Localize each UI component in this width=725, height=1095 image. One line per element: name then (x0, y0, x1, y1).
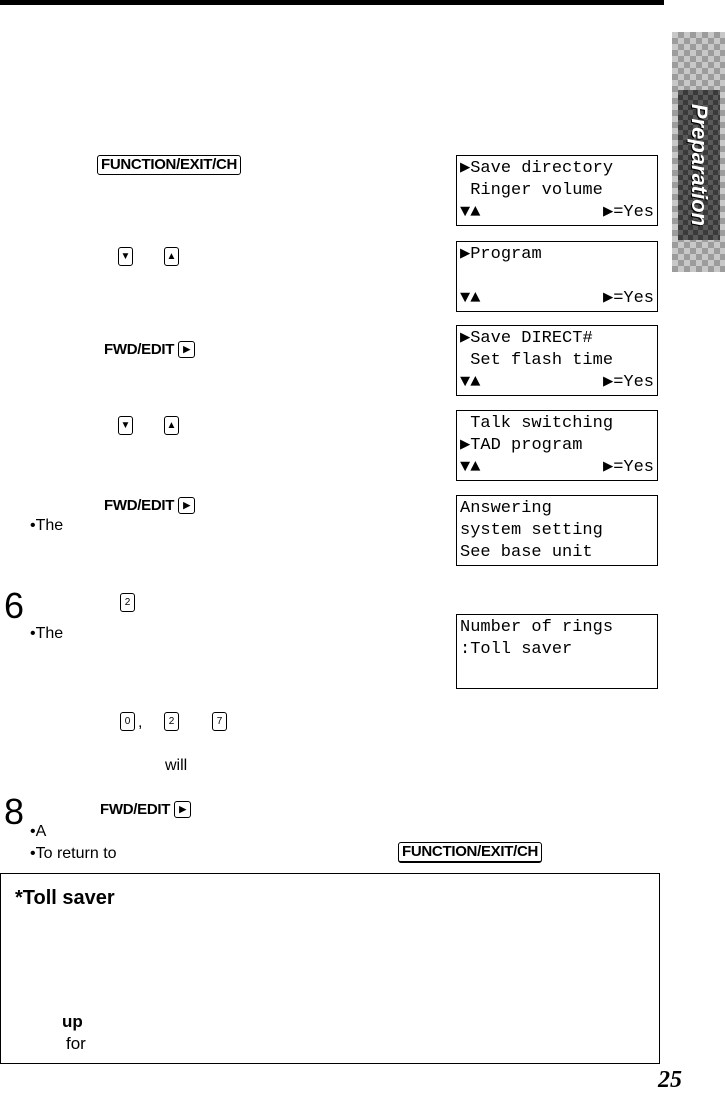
lcd-nav-arrows: ▼▲ (460, 458, 481, 477)
section-tab (672, 32, 725, 272)
step8-number: 8 (4, 791, 25, 832)
comma-separator: , (138, 714, 143, 731)
lcd-row: :Toll saver (460, 640, 573, 659)
lcd-row: Set flash time (460, 351, 614, 370)
digit-7-key[interactable]: 7 (212, 712, 227, 731)
up-arrow-key-icon[interactable]: ▲ (164, 247, 179, 266)
top-rule (0, 0, 664, 5)
lcd-nav-yes: ▶=Yes (602, 373, 654, 392)
fwd-edit-label: FWD/EDIT (104, 341, 175, 358)
lcd-display-5 (456, 495, 658, 566)
lcd-display-4 (456, 410, 658, 481)
lcd-nav-row (460, 372, 654, 394)
step8-bullet-a: •A (30, 823, 47, 840)
lcd-nav-row (460, 288, 654, 310)
right-arrow-key-icon: ▶ (174, 801, 191, 818)
lcd-nav-row (460, 457, 654, 479)
lcd-row: Ringer volume (460, 181, 603, 200)
lcd-row: Talk switching (460, 414, 614, 433)
lcd-nav-arrows: ▼▲ (460, 203, 481, 222)
lcd-row: Answering (460, 499, 552, 518)
lcd-nav-yes: ▶=Yes (602, 203, 654, 222)
lcd-nav-yes: ▶=Yes (602, 289, 654, 308)
lcd-nav-row (460, 202, 654, 224)
fwd-edit-key-1[interactable] (104, 341, 195, 358)
section-tab-label: Preparation (687, 103, 712, 227)
function-exit-ch-key[interactable]: FUNCTION/EXIT/CH (398, 842, 542, 863)
step8-bullet-return: •To return to (30, 845, 117, 862)
note-line: for (66, 1034, 86, 1053)
lcd-display-1 (456, 155, 658, 226)
lcd-row: ▶TAD program (460, 436, 583, 455)
up-arrow-key-icon[interactable]: ▲ (164, 416, 179, 435)
lcd-nav-arrows: ▼▲ (460, 289, 481, 308)
lcd-row: Number of rings (460, 618, 614, 637)
digit-2-key[interactable]: 2 (164, 712, 179, 731)
step5-bullet-text: •The (30, 517, 64, 534)
lcd-display-2 (456, 241, 658, 312)
lcd-row: ▶Save directory (460, 159, 614, 178)
lcd-display-3 (456, 325, 658, 396)
note-line: up (62, 1012, 83, 1031)
step6-bullet-text: •The (30, 625, 64, 642)
page-number: 25 (658, 1067, 682, 1093)
lcd-nav-arrows: ▼▲ (460, 373, 481, 392)
right-arrow-key-icon: ▶ (178, 497, 195, 514)
right-arrow-key-icon: ▶ (178, 341, 195, 358)
lcd-row: ▶Program (460, 245, 542, 264)
step6-number: 6 (4, 585, 25, 626)
down-arrow-key-icon[interactable]: ▼ (118, 247, 133, 266)
lcd-nav-yes: ▶=Yes (602, 458, 654, 477)
fwd-edit-label: FWD/EDIT (100, 801, 171, 818)
digit-0-key[interactable]: 0 (120, 712, 135, 731)
digit-2-key[interactable]: 2 (120, 593, 135, 612)
fwd-edit-key-2[interactable] (104, 497, 195, 514)
section-tab-panel (678, 90, 720, 240)
lcd-row (460, 266, 654, 288)
fwd-edit-key-3[interactable] (100, 801, 191, 818)
lcd-row: See base unit (460, 543, 593, 562)
step7-will-text: will (165, 757, 188, 774)
note-title: *Toll saver (15, 887, 115, 909)
lcd-display-6 (456, 614, 658, 689)
lcd-row: ▶Save DIRECT# (460, 329, 593, 348)
function-exit-ch-key[interactable]: FUNCTION/EXIT/CH (97, 155, 241, 175)
down-arrow-key-icon[interactable]: ▼ (118, 416, 133, 435)
fwd-edit-label: FWD/EDIT (104, 497, 175, 514)
lcd-row: system setting (460, 521, 603, 540)
lcd-row (460, 661, 654, 683)
